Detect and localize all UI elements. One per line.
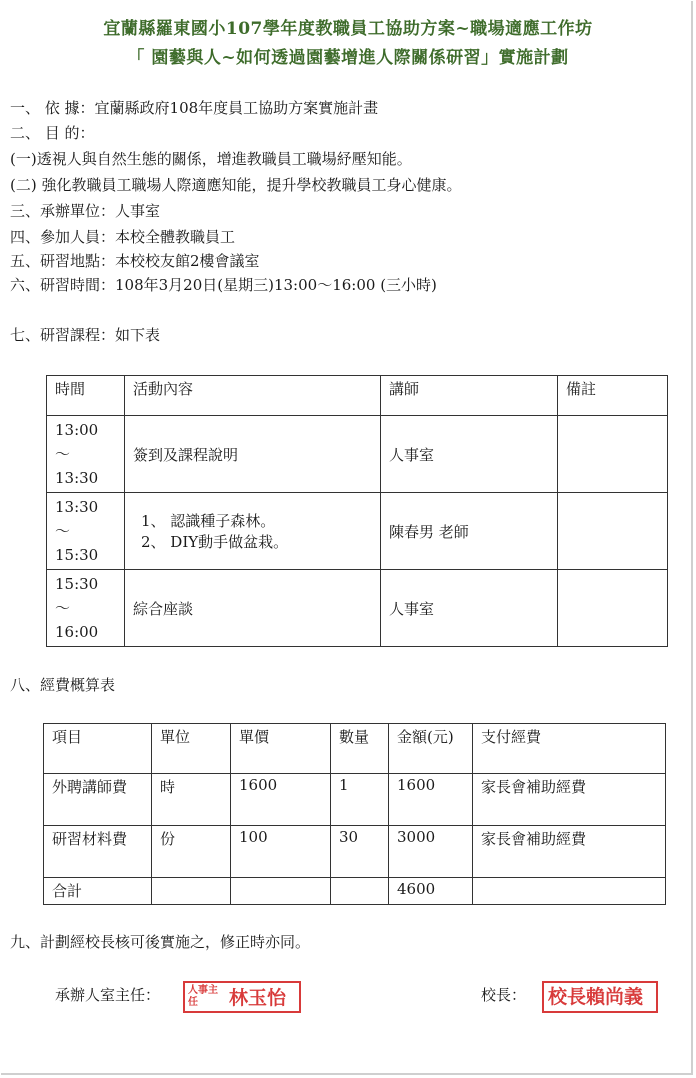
price-cell: 1600 (231, 774, 331, 826)
header-cell: 單位 (152, 724, 231, 774)
note-cell (558, 416, 668, 493)
header-cell: 講師 (381, 376, 558, 416)
time-separator: ～ (55, 522, 71, 540)
hr-director-label: 承辦人室主任： (55, 986, 161, 1004)
table-header-row (47, 376, 668, 416)
item-purpose: 二、 目 的： (10, 124, 95, 142)
header-cell: 時間 (47, 376, 125, 416)
item-curriculum: 七、研習課程：如下表 (10, 326, 161, 344)
time-cell (47, 416, 125, 493)
item-time: 六、研習時間：108年3月20日(星期三)13:00～16:00 (三小時) (10, 276, 437, 294)
activity-cell (125, 570, 381, 647)
qty-cell: 1 (331, 774, 389, 826)
amount-cell: 1600 (389, 774, 473, 826)
item-purpose-2: (二) 強化教職員工職場人際適應知能，提升學校教職員工身心健康。 (10, 176, 462, 194)
lecturer-cell: 人事室 (381, 416, 558, 493)
principal-label: 校長： (481, 986, 527, 1004)
empty-cell (331, 878, 389, 905)
header-cell: 金額(元) (389, 724, 473, 774)
item-participants: 四、參加人員：本校全體教職員工 (10, 228, 236, 246)
principal-stamp: 校長賴尚義 (542, 981, 658, 1013)
activity-text: 1、 認識種子森林。 (141, 512, 276, 530)
note-cell (558, 493, 668, 570)
item-cell: 外聘講師費 (44, 774, 152, 826)
budget-table (43, 723, 666, 905)
hr-director-stamp (183, 981, 301, 1013)
time-separator: ～ (55, 599, 71, 617)
time-start: 13:00 (55, 421, 99, 439)
activity-cell (125, 416, 381, 493)
empty-cell (152, 878, 231, 905)
item-location: 五、研習地點：本校校友館2樓會議室 (10, 252, 260, 270)
table-row (44, 774, 666, 826)
total-label: 合計 (44, 878, 152, 905)
activity-text: 綜合座談 (133, 599, 194, 618)
activity-text: 2、 DIY動手做盆栽。 (141, 533, 289, 551)
item-budget: 八、經費概算表 (10, 676, 116, 694)
qty-cell: 30 (331, 826, 389, 878)
total-row (44, 878, 666, 905)
table-header-row (44, 724, 666, 774)
total-amount: 4600 (389, 878, 473, 905)
header-cell: 活動內容 (125, 376, 381, 416)
header-cell: 數量 (331, 724, 389, 774)
time-start: 15:30 (55, 575, 99, 593)
table-row (47, 493, 668, 570)
stamp-name: 林玉怡 (229, 987, 287, 1009)
lecturer-cell: 人事室 (381, 570, 558, 647)
time-cell (47, 570, 125, 647)
empty-cell (473, 878, 666, 905)
item-purpose-1: (一)透視人與自然生態的關係，增進教職員工職場紓壓知能。 (10, 150, 412, 168)
unit-cell: 時 (152, 774, 231, 826)
price-cell: 100 (231, 826, 331, 878)
item-cell: 研習材料費 (44, 826, 152, 878)
lecturer-cell: 陳春男 老師 (381, 493, 558, 570)
item-organizer: 三、承辦單位：人事室 (10, 202, 161, 220)
time-end: 15:30 (55, 546, 99, 564)
schedule-table (46, 375, 668, 647)
table-row (47, 570, 668, 647)
header-cell: 項目 (44, 724, 152, 774)
table-row (47, 416, 668, 493)
empty-cell (231, 878, 331, 905)
document-title: 宜蘭縣羅東國小107學年度教職員工協助方案~職場適應工作坊 (103, 19, 593, 39)
time-end: 13:30 (55, 469, 99, 487)
source-cell: 家長會補助經費 (473, 826, 666, 878)
stamp-prefix: 人事主任 (188, 985, 218, 1008)
document-subtitle: 「 園藝與人~如何透過園藝增進人際關係研習」實施計劃 (127, 48, 569, 68)
unit-cell: 份 (152, 826, 231, 878)
amount-cell: 3000 (389, 826, 473, 878)
table-row (44, 826, 666, 878)
note-cell (558, 570, 668, 647)
header-cell: 支付經費 (473, 724, 666, 774)
time-end: 16:00 (55, 623, 99, 641)
time-separator: ～ (55, 445, 71, 463)
time-cell (47, 493, 125, 570)
header-cell: 備註 (558, 376, 668, 416)
time-start: 13:30 (55, 498, 99, 516)
item-approval: 九、計劃經校長核可後實施之，修正時亦同。 (10, 933, 311, 951)
header-cell: 單價 (231, 724, 331, 774)
item-basis: 一、 依 據：宜蘭縣政府108年度員工協助方案實施計畫 (10, 99, 379, 117)
activity-text: 簽到及課程說明 (133, 445, 239, 464)
source-cell: 家長會補助經費 (473, 774, 666, 826)
activity-cell (125, 493, 381, 570)
